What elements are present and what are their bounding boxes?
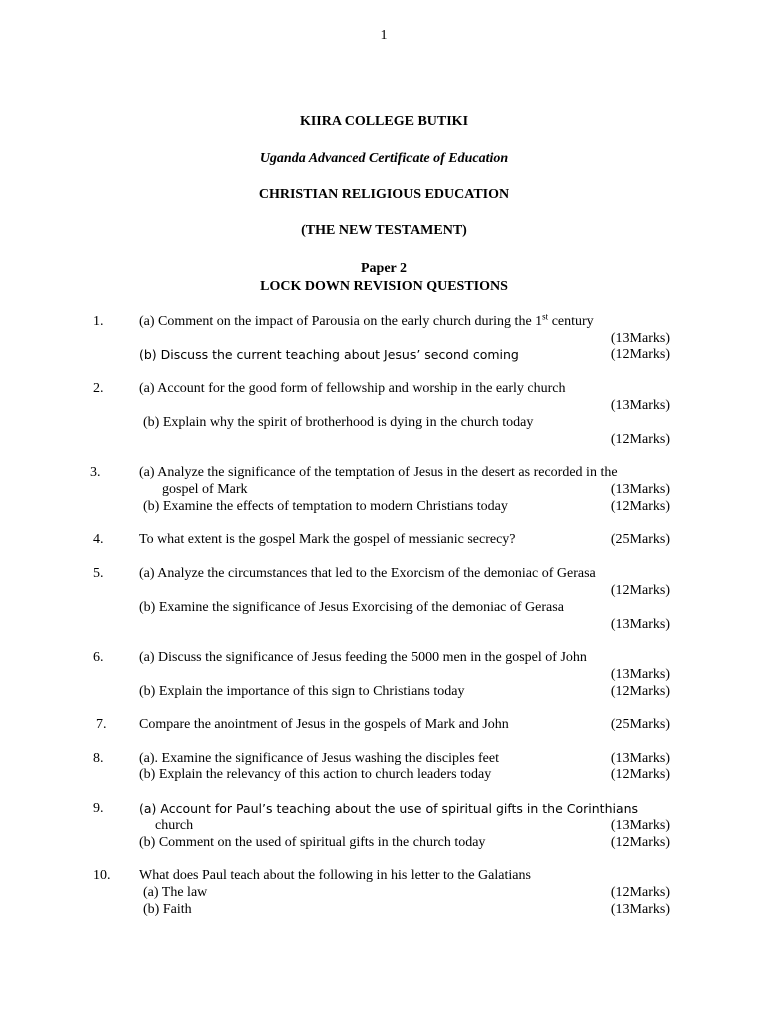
document-title: LOCK DOWN REVISION QUESTIONS <box>260 279 508 294</box>
marks-part-b: (12Marks) <box>610 684 670 699</box>
question-number: 4. <box>93 532 104 547</box>
paper-label: Paper 2 <box>360 261 407 276</box>
marks-part-b: (12Marks) <box>610 767 670 782</box>
question-part-b: (b) Examine the significance of Jesus Exorcising of the demoniac of Gerasa <box>139 600 564 615</box>
question-part-b: (b) Explain the relevancy of this action to church leaders today <box>139 767 492 782</box>
question-part-b: (b) Explain why the spirit of brotherhood is dying in the church today <box>143 415 534 430</box>
marks-part-a: (13Marks) <box>610 818 670 833</box>
marks-part-b: (13Marks) <box>610 902 670 917</box>
question-number: 9. <box>93 801 104 816</box>
question-text: To what extent is the gospel Mark the gospel of messianic secrecy? <box>139 532 516 547</box>
marks-part-b: (12Marks) <box>610 347 670 362</box>
question-part-a: (a) Analyze the significance of the temptation of Jesus in the desert as recorded in the <box>139 465 618 480</box>
marks-part-a: (12Marks) <box>610 885 670 900</box>
marks-part-a: (13Marks) <box>610 398 670 413</box>
school-name: KIIRA COLLEGE BUTIKI <box>299 114 469 129</box>
subject-title: CHRISTIAN RELIGIOUS EDUCATION <box>258 187 510 202</box>
question-number: 8. <box>93 751 104 766</box>
question-number: 5. <box>93 566 104 581</box>
question-number: 1. <box>93 314 104 329</box>
question-part-a: (a) Account for Paul’s teaching about the use of spiritual gifts in the Corinthians <box>139 801 639 816</box>
question-part-a: (a) Discuss the significance of Jesus feeding the 5000 men in the gospel of John <box>139 650 587 665</box>
page-number: 1 <box>380 28 388 43</box>
marks-part-b: (13Marks) <box>610 617 670 632</box>
marks-part-b: (12Marks) <box>610 499 670 514</box>
question-part-a-continued: church <box>155 818 194 833</box>
question-part-a: (a). Examine the significance of Jesus washing the disciples feet <box>139 751 499 766</box>
marks-part-a: (13Marks) <box>610 667 670 682</box>
question-number: 10. <box>93 868 111 883</box>
question-part-b: (b) Comment on the used of spiritual gifts in the church today <box>139 835 486 850</box>
question-part-b: (b) Examine the effects of temptation to modern Christians today <box>143 499 508 514</box>
marks: (25Marks) <box>610 717 670 732</box>
question-part-b: (b) Faith <box>143 902 192 917</box>
marks-part-b: (12Marks) <box>610 432 670 447</box>
question-number: 7. <box>96 717 107 732</box>
question-number: 6. <box>93 650 104 665</box>
question-part-a-continued: gospel of Mark <box>162 482 248 497</box>
question-number: 2. <box>93 381 104 396</box>
question-part-a: (a) The law <box>143 885 208 900</box>
question-text: What does Paul teach about the following in his letter to the Galatians <box>139 868 531 883</box>
question-part-b: (b) Explain the importance of this sign to Christians today <box>139 684 465 699</box>
marks: (25Marks) <box>610 532 670 547</box>
question-part-a: (a) Comment on the impact of Parousia on the early church during the 1st century <box>139 311 594 329</box>
question-text: Compare the anointment of Jesus in the gospels of Mark and John <box>139 717 509 732</box>
marks-part-a: (13Marks) <box>610 331 670 346</box>
section-title: (THE NEW TESTAMENT) <box>301 223 467 238</box>
marks-part-a: (13Marks) <box>610 482 670 497</box>
marks-part-a: (13Marks) <box>610 751 670 766</box>
certificate-title: Uganda Advanced Certificate of Education <box>259 151 509 166</box>
question-part-a: (a) Analyze the circumstances that led to the Exorcism of the demoniac of Gerasa <box>139 566 596 581</box>
marks-part-b: (12Marks) <box>610 835 670 850</box>
question-number: 3. <box>90 465 101 480</box>
question-part-b: (b) Discuss the current teaching about Jesus’ second coming <box>139 347 519 362</box>
question-part-a: (a) Account for the good form of fellowship and worship in the early church <box>139 381 566 396</box>
marks-part-a: (12Marks) <box>610 583 670 598</box>
